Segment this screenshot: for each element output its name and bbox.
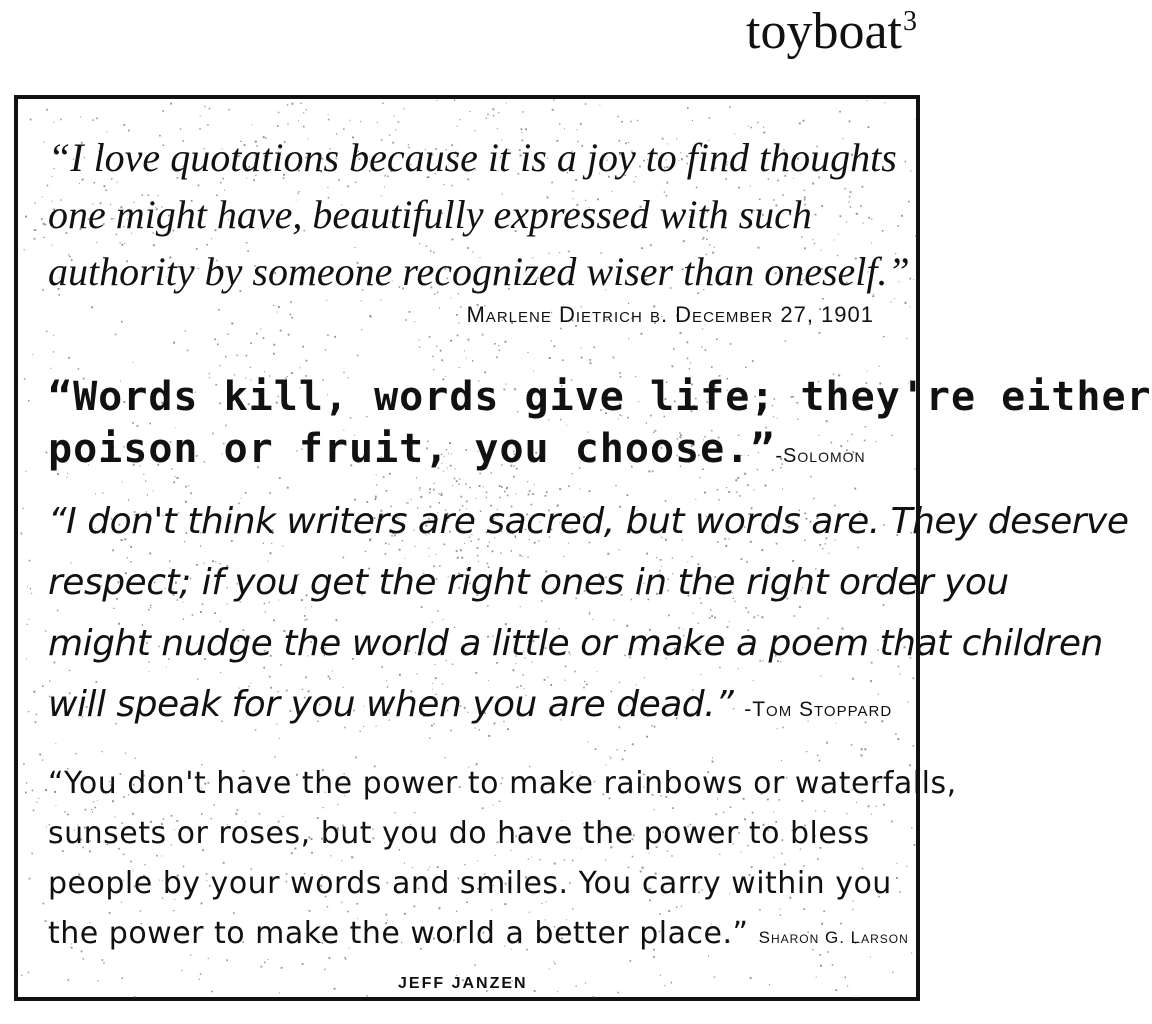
artist-signature: JEFF JANZEN [398,975,528,992]
quote-line [48,909,909,963]
quote-line [48,674,894,740]
quote-line: authority by someone recognized wiser than oneself.” [48,249,910,294]
brand-superscript: 3 [903,6,917,37]
quote-line: “I love quotations because it is a joy to find thoughts [48,135,897,180]
quote-line: “You don't have the power to make rainbows or waterfalls, [48,766,957,801]
quote-line: “Words kill, words give life; they're either [48,374,1152,420]
quote-solomon [18,371,1152,482]
brand-logo [746,3,917,60]
quote-attribution: -Solomon [775,445,866,467]
quote-dietrich [18,129,916,328]
quotes-panel [14,95,1152,1001]
quote-line: sunsets or roses, but you do have the power to bless [48,816,870,851]
quote-line-text: poison or fruit, you choose.” [48,426,776,472]
quote-stoppard [18,491,1129,740]
quote-line: might nudge the world a little or make a poem that children [48,623,1103,664]
quote-line: one might have, beautifully expressed with such [48,192,812,237]
quote-larson [18,759,957,963]
quote-attribution: -Tom Stoppard [744,698,893,721]
quote-line: “I don't think writers are sacred, but words are. They deserve [48,501,1129,542]
quote-line: people by your words and smiles. You carry within you [48,866,892,901]
quote-attribution: Sharon G. Larson [758,928,909,947]
quote-line-text: the power to make the world a better place.” [48,916,749,951]
quote-line: respect; if you get the right ones in the right order you [48,562,1009,603]
brand-name: toyboat [746,3,902,60]
quote-line-text: will speak for you when you are dead.” [48,684,734,725]
quote-line [48,423,894,482]
quote-attribution: Marlene Dietrich b. December 27, 1901 [466,302,874,327]
